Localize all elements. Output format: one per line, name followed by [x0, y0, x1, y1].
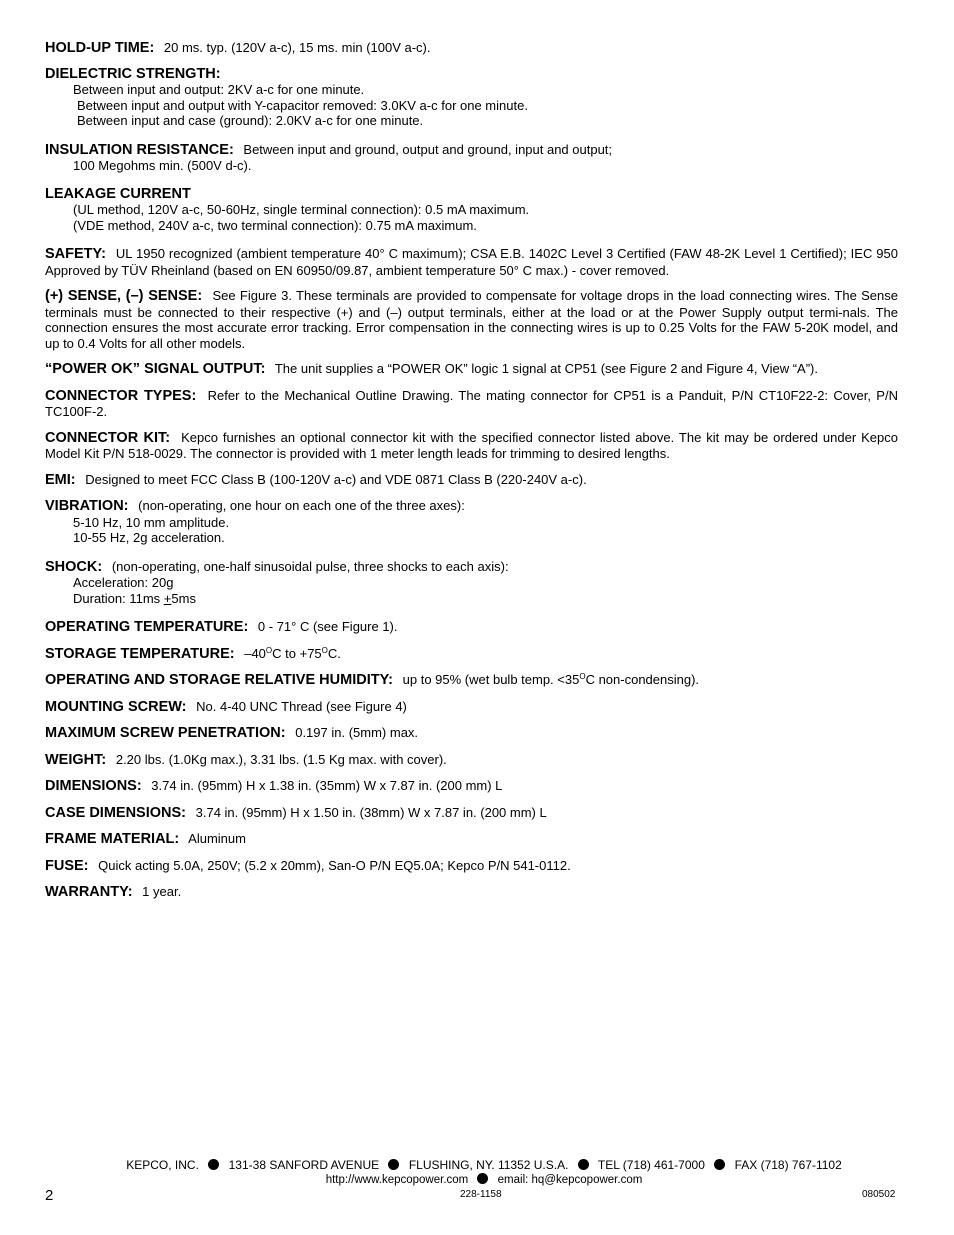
spec-page: [45, 40, 898, 911]
humidity-b: C non-condensing).: [585, 672, 700, 687]
temp-low: –40: [244, 645, 266, 661]
spec-text: Aluminum: [188, 831, 246, 846]
bullet-icon: [477, 1173, 488, 1184]
degree-sup: O: [579, 672, 586, 681]
spec-line: Between input and output: 2KV a-c for one minute.: [73, 82, 365, 97]
spec-vibration: [45, 498, 898, 546]
spec-text: Refer to the Mechanical Outline Drawing. The mating connector for CP51 is a Panduit, P/N CT10F22-2: Cover, P/N TC100F-2.: [45, 387, 898, 419]
spec-line: [73, 591, 898, 607]
spec-text: [403, 672, 699, 687]
spec-text: Kepco furnishes an optional connector kit with the specified connector listed above. The kit may be ordered under Kepco Model Kit P/N 518-0029. The connector is provided with 1 meter length leads for trimming to desired lengths.: [45, 429, 898, 461]
spec-label: OPERATING AND STORAGE RELATIVE HUMIDITY:: [45, 672, 394, 688]
footer-email-link[interactable]: email: hq@kepcopower.com: [497, 1174, 643, 1186]
spec-shock: [45, 559, 898, 607]
footer-address: 131-38 SANFORD AVENUE: [228, 1158, 380, 1172]
document-number: 228-1158: [460, 1189, 502, 1200]
spec-operating-temperature: [45, 619, 898, 636]
spec-humidity: [45, 672, 898, 689]
footer-website-link[interactable]: http://www.kepcopower.com: [325, 1174, 469, 1186]
spec-emi: [45, 472, 898, 489]
spec-connector-kit: [45, 430, 898, 462]
spec-label: HOLD-UP TIME:: [45, 40, 155, 56]
spec-label: VIBRATION:: [45, 498, 129, 514]
spec-power-ok: [45, 361, 898, 378]
footer-contact-line: [0, 1173, 954, 1187]
spec-label: WEIGHT:: [45, 751, 107, 768]
footer-company: KEPCO, INC.: [126, 1158, 199, 1172]
spec-text: Quick acting 5.0A, 250V; (5.2 x 20mm), San-O P/N EQ5.0A; Kepco P/N 541-0112.: [98, 857, 571, 873]
spec-line: 100 Megohms min. (500V d-c).: [73, 158, 252, 173]
spec-label: “POWER OK” SIGNAL OUTPUT:: [45, 361, 266, 377]
spec-label: SAFETY:: [45, 246, 106, 262]
spec-line: Acceleration: 20g: [73, 575, 174, 590]
bullet-icon: [714, 1159, 725, 1170]
spec-text: No. 4-40 UNC Thread (see Figure 4): [196, 698, 407, 714]
spec-label: CASE DIMENSIONS:: [45, 804, 186, 821]
spec-insulation-resistance: [45, 142, 898, 174]
spec-label: WARRANTY:: [45, 884, 133, 900]
spec-label: FRAME MATERIAL:: [45, 831, 180, 847]
footer-fax: FAX (718) 767-1102: [734, 1158, 842, 1172]
spec-line: Between input and case (ground): 2.0KV a-c for one minute.: [77, 113, 424, 128]
page-number: 2: [45, 1187, 54, 1204]
spec-mounting-screw: [45, 699, 898, 716]
spec-label: INSULATION RESISTANCE:: [45, 141, 234, 158]
spec-dimensions: [45, 778, 898, 795]
plus-minus-sign: +: [163, 590, 172, 606]
spec-screw-penetration: [45, 725, 898, 742]
spec-line: 5-10 Hz, 10 mm amplitude.: [73, 514, 230, 530]
spec-label: DIELECTRIC STRENGTH:: [45, 65, 221, 82]
spec-text: 1 year.: [142, 884, 182, 899]
temp-end: C.: [327, 645, 341, 661]
spec-label: STORAGE TEMPERATURE:: [45, 645, 235, 662]
spec-text: Designed to meet FCC Class B (100-120V a-c) and VDE 0871 Class B (220-240V a-c).: [85, 471, 587, 487]
bullet-icon: [388, 1159, 399, 1170]
spec-label: LEAKAGE CURRENT: [45, 185, 191, 202]
temp-mid: C to +75: [272, 645, 322, 661]
humidity-a: up to 95% (wet bulb temp. <35: [402, 672, 580, 687]
spec-line: (UL method, 120V a-c, 50-60Hz, single terminal connection): 0.5 mA maximum.: [73, 202, 530, 217]
spec-text: 3.74 in. (95mm) H x 1.38 in. (35mm) W x 7.87 in. (200 mm) L: [151, 778, 503, 793]
spec-text: 20 ms. typ. (120V a-c), 15 ms. min (100V a-c).: [163, 40, 431, 55]
spec-label: SHOCK:: [45, 558, 103, 575]
footer-tel: TEL (718) 461-7000: [597, 1158, 705, 1172]
spec-text: [244, 646, 341, 661]
spec-text: See Figure 3. These terminals are provided to compensate for voltage drops in the load connecting wires. The Sense terminals must be connected to their respective (+) and (–) output terminals, either at the load or at the Power Supply output termi-nals. The connection ensures the most accurate error tracking. Error compensation in the connecting wires is up to 0.25 Volts for the FAW 5-20K model, and up to 0.4 Volts for all other models.: [45, 288, 898, 351]
spec-label: CONNECTOR KIT:: [45, 429, 171, 446]
spec-sense: [45, 288, 898, 351]
spec-label: (+) SENSE, (–) SENSE:: [45, 288, 203, 304]
spec-fuse: [45, 858, 898, 875]
spec-leakage-current: [45, 187, 898, 234]
footer-address-line: [0, 1157, 954, 1173]
spec-line: (VDE method, 240V a-c, two terminal connection): 0.75 mA maximum.: [73, 217, 477, 233]
date-code: 080502: [862, 1189, 896, 1200]
duration-prefix: Duration: 11ms: [73, 590, 164, 606]
spec-warranty: [45, 884, 898, 901]
spec-text: 3.74 in. (95mm) H x 1.50 in. (38mm) W x 7.87 in. (200 mm) L: [195, 804, 547, 820]
spec-line: 10-55 Hz, 2g acceleration.: [73, 530, 225, 545]
spec-label: MAXIMUM SCREW PENETRATION:: [45, 725, 286, 741]
spec-weight: [45, 752, 898, 769]
spec-label: FUSE:: [45, 857, 89, 874]
spec-label: DIMENSIONS:: [45, 778, 142, 794]
spec-text: 0.197 in. (5mm) max.: [295, 725, 419, 740]
spec-label: CONNECTOR TYPES:: [45, 387, 197, 404]
spec-text: Between input and ground, output and ground, input and output;: [243, 141, 613, 157]
spec-text: 0 - 71° C (see Figure 1).: [257, 619, 398, 634]
spec-line: Between input and output with Y-capacitor removed: 3.0KV a-c for one minute.: [77, 97, 528, 113]
duration-suffix: 5ms: [171, 590, 196, 606]
spec-text: (non-operating, one hour on each one of the three axes):: [138, 498, 465, 513]
spec-text: (non-operating, one-half sinusoidal pulse, three shocks to each axis):: [111, 558, 509, 574]
spec-label: OPERATING TEMPERATURE:: [45, 619, 249, 635]
spec-holdup-time: [45, 40, 898, 57]
page-footer: [0, 1157, 954, 1187]
spec-text: The unit supplies a “POWER OK” logic 1 signal at CP51 (see Figure 2 and Figure 4, View “A”).: [274, 361, 818, 376]
spec-safety: [45, 246, 898, 278]
spec-connector-types: [45, 388, 898, 420]
spec-label: EMI:: [45, 471, 76, 488]
bullet-icon: [208, 1159, 219, 1170]
footer-city: FLUSHING, NY. 11352 U.S.A.: [408, 1158, 569, 1172]
spec-frame-material: [45, 831, 898, 848]
spec-text: 2.20 lbs. (1.0Kg max.), 3.31 lbs. (1.5 Kg max. with cover).: [115, 751, 447, 767]
spec-storage-temperature: [45, 646, 898, 663]
degree-sup: O: [265, 645, 273, 655]
degree-sup: O: [321, 645, 328, 655]
spec-label: MOUNTING SCREW:: [45, 698, 187, 715]
bullet-icon: [578, 1159, 589, 1170]
spec-text: UL 1950 recognized (ambient temperature 40° C maximum); CSA E.B. 1402C Level 3 Certified (FAW 48-2K Level 1 Certified); IEC 950 Approved by TÜV Rheinland (based on EN 60950/09.87, ambient temperature 50° C max.) - cover removed.: [45, 246, 898, 278]
spec-dielectric-strength: [45, 67, 898, 129]
spec-case-dimensions: [45, 805, 898, 822]
